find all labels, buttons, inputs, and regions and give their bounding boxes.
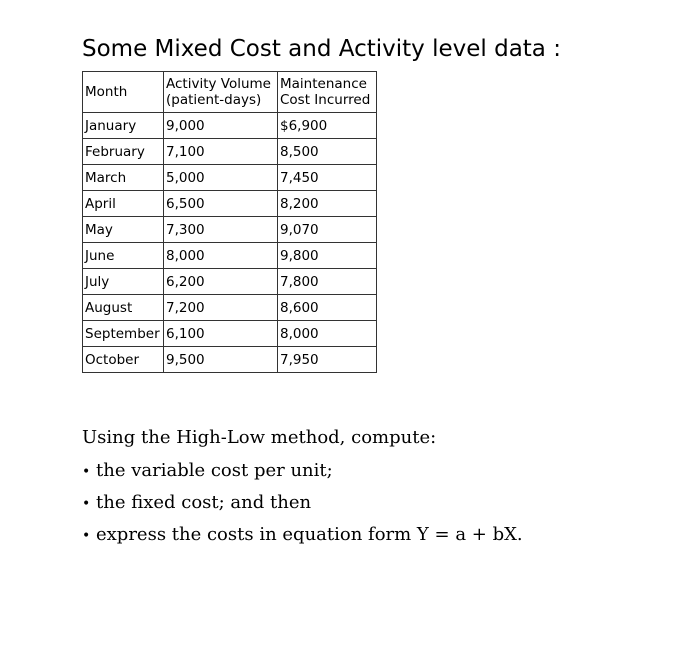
cell-cost: 8,000: [278, 321, 377, 347]
header-activity-volume: [164, 72, 278, 113]
header-maintenance-cost: [278, 72, 377, 113]
table-row: [83, 243, 377, 269]
cell-activity: 7,200: [164, 295, 278, 321]
cell-cost: 7,800: [278, 269, 377, 295]
header-month: [83, 72, 164, 113]
list-item: [82, 487, 523, 519]
cell-activity: 5,000: [164, 165, 278, 191]
header-activity-line1: Activity Volume: [166, 76, 271, 92]
cost-activity-table: [82, 71, 377, 373]
instructions-list: [82, 455, 523, 551]
instructions-block: [82, 425, 523, 551]
instructions-intro: Using the High-Low method, compute:: [82, 427, 437, 448]
cell-month: August: [83, 295, 164, 321]
instruction-text: the variable cost per unit;: [96, 460, 333, 481]
table-header-row: [83, 72, 377, 113]
cell-month: June: [83, 243, 164, 269]
cell-month: April: [83, 191, 164, 217]
cell-cost: 7,950: [278, 347, 377, 373]
table-row: [83, 321, 377, 347]
table-row: [83, 165, 377, 191]
cell-month: July: [83, 269, 164, 295]
cell-cost: 7,450: [278, 165, 377, 191]
cell-cost: 8,600: [278, 295, 377, 321]
cell-activity: 6,500: [164, 191, 278, 217]
instruction-text: express the costs in equation form Y = a + bX.: [96, 524, 523, 545]
cell-cost: 9,800: [278, 243, 377, 269]
cell-cost: $6,900: [278, 113, 377, 139]
table-row: [83, 217, 377, 243]
cell-cost: 8,500: [278, 139, 377, 165]
bullet-icon: •: [82, 496, 91, 512]
table-row: [83, 139, 377, 165]
cell-activity: 9,000: [164, 113, 278, 139]
cell-cost: 9,070: [278, 217, 377, 243]
cell-activity: 7,300: [164, 217, 278, 243]
cell-month: January: [83, 113, 164, 139]
instruction-text: the fixed cost; and then: [96, 492, 312, 513]
bullet-icon: •: [82, 528, 91, 544]
table-row: [83, 269, 377, 295]
cell-month: September: [83, 321, 164, 347]
cell-activity: 8,000: [164, 243, 278, 269]
cell-activity: 6,200: [164, 269, 278, 295]
header-cost-line2: Cost Incurred: [280, 92, 371, 108]
header-activity-line2: (patient-days): [166, 92, 262, 108]
cell-month: May: [83, 217, 164, 243]
table-row: [83, 347, 377, 373]
cell-month: October: [83, 347, 164, 373]
header-cost-line1: Maintenance: [280, 76, 367, 92]
header-month-label: Month: [85, 84, 128, 100]
cell-activity: 9,500: [164, 347, 278, 373]
table-row: [83, 191, 377, 217]
list-item: [82, 519, 523, 551]
cell-activity: 6,100: [164, 321, 278, 347]
page-title: Some Mixed Cost and Activity level data :: [82, 36, 561, 62]
list-item: [82, 455, 523, 487]
table-row: [83, 113, 377, 139]
bullet-icon: •: [82, 464, 91, 480]
cell-cost: 8,200: [278, 191, 377, 217]
cell-activity: 7,100: [164, 139, 278, 165]
table-row: [83, 295, 377, 321]
cell-month: March: [83, 165, 164, 191]
cell-month: February: [83, 139, 164, 165]
